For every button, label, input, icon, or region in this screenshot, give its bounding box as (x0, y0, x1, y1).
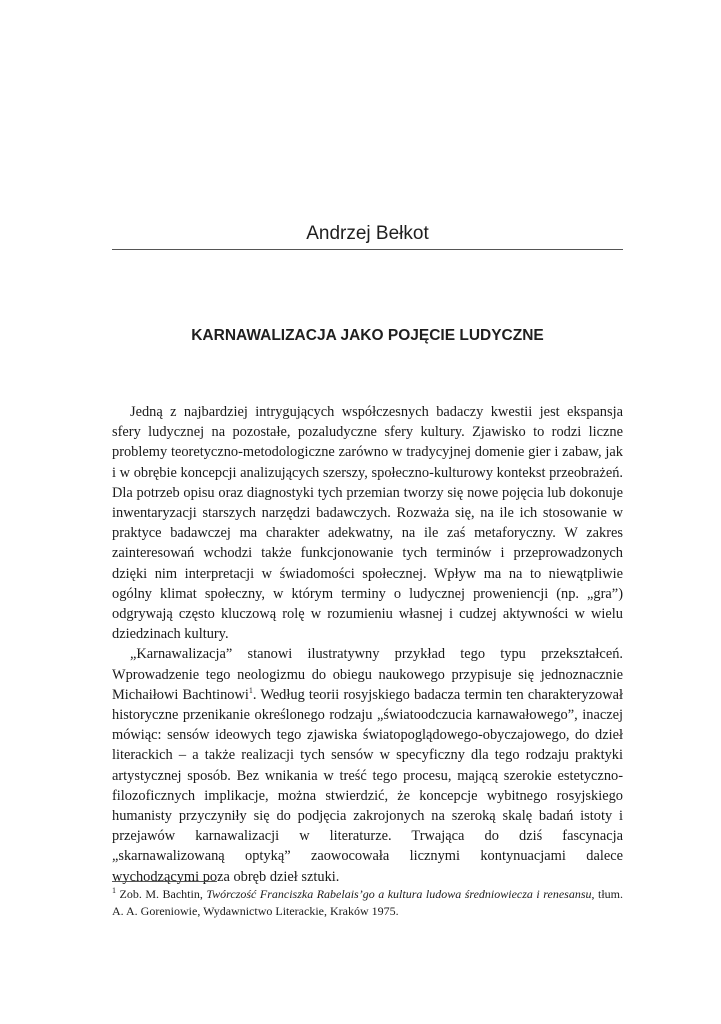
paragraph-2 (112, 644, 623, 886)
footnote-number: 1 (112, 886, 116, 895)
footnote-prefix: Zob. M. Bachtin, (119, 887, 207, 901)
author-name: Andrzej Bełkot (306, 223, 429, 244)
paragraph-2-text-before: „Karnawalizacja” stanowi ilustratywny przykład tego typu przekształceń. Wprowadzenie tego neologizmu do obiegu naukowego przypisuje się jednoznacznie Michaiłowi Bachtinowi (112, 646, 623, 703)
footnote-book-title: Twórczość Franciszka Rabelais’go a kultura ludowa średniowiecza i renesansu (206, 887, 592, 901)
paragraph-2-text-after: . Według teorii rosyjskiego badacza termin ten charakteryzował historyczne przenikanie określonego rodzaju „światoodczucia karnawałowego”, inaczej mówiąc: sensów ideowych tego zjawiska światopoglądowego-obyczajowego, do dzieł literackich – a także realizacji tych sensów w specyficzny dla tego rodzaju praktyki artystycznej sposób. Bez wnikania w treść tego procesu, mającą szerokie estetyczno-filozoficznych implikacje, można stwierdzić, że koncepcje wybitnego rosyjskiego humanisty przyczyniły się do podjęcia zakrojonych na szeroką skalę badań istoty i przejawów karnawalizacji w literaturze. Trwająca do dziś fascynacja „skarnawalizowaną optyką” zaowocowała licznymi kontynuacjami dalece wychodzącymi poza obręb dzieł sztuki. (112, 686, 623, 885)
paragraph-1: Jedną z najbardziej intrygujących współczesnych badaczy kwestii jest ekspansja sfery ludycznej na pozostałe, pozaludyczne sfery kultury. Zjawisko to rodzi liczne problemy teoretyczno-metodologiczne zarówno w tradycyjnej domenie gier i zabaw, jak i w obrębie koncepcji analizujących szerszy, społeczno-kulturowy kontekst przeobrażeń. Dla potrzeb opisu oraz diagnostyki tych przemian tworzy się nowe pojęcia lub dokonuje inwentaryzacji starszych narzędzi badawczych. Rozważa się, na ile ich stosowanie w praktyce badawczej ma charakter adekwatny, na ile zaś metaforyczny. W zakres zainteresowań wchodzi także funkcjonowanie tych terminów i przeprowadzonych dzięki nim interpretacji w świadomości społecznej. Wpływ ma na to niewątpliwie ogólny klimat społeczny, w którym terminy o ludycznej proweniencji (np. „gra”) odgrywają często kluczową rolę w rozumieniu własnej i cudzej aktywności w wielu dziedzinach kultury. (112, 404, 623, 643)
footnote-1 (112, 886, 623, 920)
header-rule (112, 249, 623, 250)
footnote-suffix: , tłum. A. A. Goreniowie, Wydawnictwo Literackie, Kraków 1975. (112, 887, 624, 918)
article-body (112, 402, 623, 887)
footnote-ref-1: 1 (248, 686, 253, 696)
article-title: KARNAWALIZACJA JAKO POJĘCIE LUDYCZNE (191, 327, 544, 344)
footnote-rule (112, 881, 217, 882)
